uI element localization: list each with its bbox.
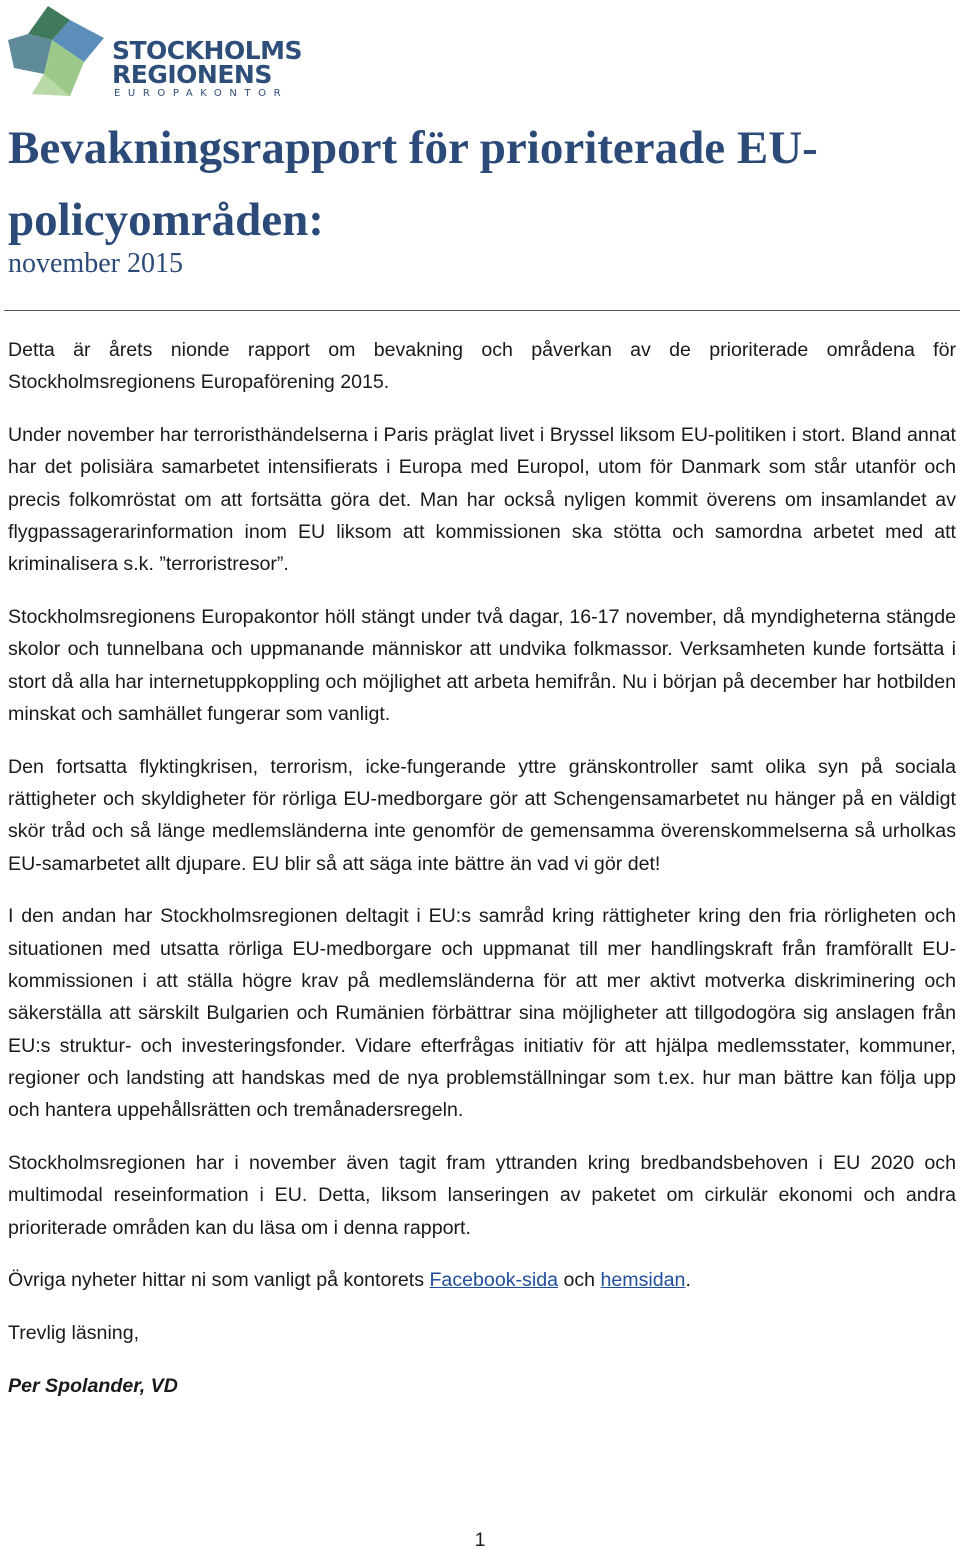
- logo-text-line1: STOCKHOLMS: [112, 36, 303, 65]
- facebook-link[interactable]: Facebook-sida: [429, 1269, 558, 1292]
- homepage-link[interactable]: hemsidan: [600, 1269, 686, 1292]
- closing-line: Trevlig läsning,: [8, 1322, 140, 1345]
- document-body: [8, 334, 956, 1423]
- title-divider: [4, 310, 960, 311]
- document-title: Bevakningsrapport för prioriterade EU-policyområden:: [8, 122, 818, 246]
- links-text-before: Övriga nyheter hittar ni som vanligt på kontorets: [8, 1269, 430, 1292]
- paragraph-3: Stockholmsregionens Europakontor höll stängt under två dagar, 16-17 november, då myndigheterna stängde skolor och tunnelbana och uppmanande människor att undvika folkmassor. Verksamheten kunde fortsätta i stort då alla har internetuppkoppling och möjlighet att arbeta hemifrån. Nu i början på december har hotbilden minskat och samhället fungerar som vanligt.: [8, 606, 956, 725]
- logo-text-line2: REGIONENS: [112, 60, 272, 89]
- paragraph-1: Detta är årets nionde rapport om bevakning och påverkan av de prioriterade områdena för Stockholmsregionens Europaförening 2015.: [8, 339, 956, 394]
- document-subtitle: november 2015: [8, 248, 183, 279]
- paragraph-4: Den fortsatta flyktingkrisen, terrorism, icke-fungerande yttre gränskontroller samt olika syn på sociala rättigheter och skyldigheter för rörliga EU-medborgare gör att Schengensamarbetet nu hänger på en väldigt skör tråd och så länge medlemsländerna inte genomför de gemensamma överenskommelserna så urholkas EU-samarbetet allt djupare. EU blir så att säga inte bättre än vad vi gör det!: [8, 755, 956, 875]
- logo: [8, 4, 303, 99]
- links-text-after: .: [685, 1269, 691, 1292]
- paragraph-2: Under november har terroristhändelserna i Paris präglat livet i Bryssel liksom EU-politiken i stort. Bland annat har det polisiära samarbetet intensifierats i Europa med Europol, utom för Danmark som står utanför och precis folkomröstat om att fortsätta göra det. Man har också nyligen kommit överens om insamlandet av flygpassagerarinformation inom EU liksom att kommissionen ska stötta och samordna arbetet med att kriminalisera s.k. ”terroristresor”.: [8, 424, 956, 576]
- paragraph-6: Stockholmsregionen har i november även tagit fram yttranden kring bredbandsbehoven i EU 2020 och multimodal reseinformation i EU. Detta, liksom lanseringen av paketet om cirkulär ekonomi och andra prioriterade områden kan du läsa om i denna rapport.: [8, 1152, 956, 1239]
- paragraph-5: I den andan har Stockholmsregionen deltagit i EU:s samråd kring rättigheter kring den fria rörligheten och situationen med utsatta rörliga EU-medborgare och uppmanat till mer handlingskraft från framförallt EU-kommissionen i att ställa högre krav på medlemsländerna för att mer aktivt motverka diskriminering och säkerställa att särskilt Bulgarien och Rumänien förbättrar sina möjligheter att tillgodogöra sig anslagen från EU:s struktur- och investeringsfonder. Vidare efterfrågas initiativ för att hjälpa medlemsstater, kommuner, regioner och landsting att handskas med de nya problemställningar som t.ex. hur man bättre kan följa upp och hantera uppehållsrätten och tremånadersregeln.: [8, 905, 956, 1122]
- logo-mark-icon: [8, 4, 108, 98]
- links-paragraph: [8, 1264, 956, 1296]
- page-number: 1: [474, 1530, 486, 1551]
- links-text-between: och: [558, 1269, 601, 1292]
- logo-text-line3: EUROPAKONTOR: [114, 88, 289, 99]
- signature: Per Spolander, VD: [8, 1375, 178, 1398]
